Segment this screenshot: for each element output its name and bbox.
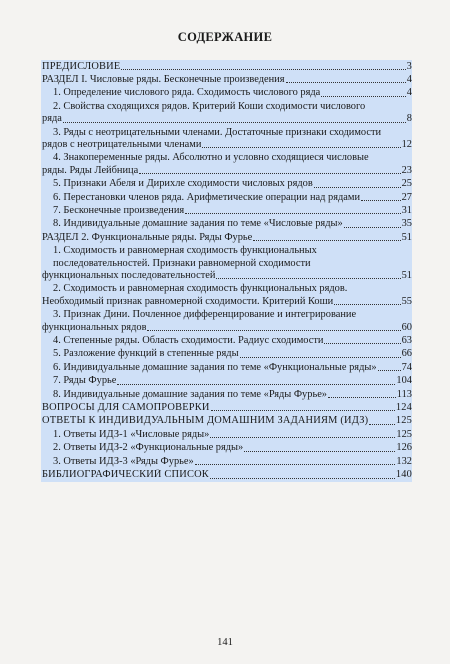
toc-entry[interactable] [41, 87, 412, 100]
toc-entry[interactable] [41, 152, 412, 178]
toc-entry[interactable] [41, 428, 412, 441]
dot-leader [210, 478, 395, 479]
dot-leader [202, 147, 400, 148]
toc-entry-page: 55 [401, 295, 412, 307]
toc-entry[interactable] [41, 218, 412, 231]
dot-leader [240, 357, 401, 358]
toc-entry-page: 126 [396, 442, 412, 454]
toc-entry-page: 125 [395, 415, 412, 427]
toc-entry[interactable] [41, 455, 412, 468]
dot-leader [361, 200, 401, 201]
table-of-contents [41, 60, 412, 482]
dot-leader [147, 330, 400, 331]
toc-entry-page: 25 [401, 178, 412, 190]
toc-entry-title: 1. Ответы ИДЗ-1 «Числовые ряды» [53, 428, 210, 440]
toc-entry[interactable] [41, 375, 412, 388]
toc-entry-page: 74 [401, 361, 412, 373]
dot-leader [121, 69, 405, 70]
toc-entry-page: 23 [401, 164, 412, 176]
toc-entry[interactable] [41, 283, 412, 309]
toc-entry-page: 66 [401, 348, 412, 360]
toc-entry-title-part: последовательностей. Признаки равномерной сходимости [53, 257, 311, 269]
toc-entry[interactable] [41, 469, 412, 482]
dot-leader [117, 384, 395, 385]
dot-leader [378, 370, 401, 371]
toc-entry-page: 35 [401, 218, 412, 230]
toc-entry-title: функциональных рядов [42, 321, 147, 333]
toc-entry-title-part: 1. Сходимость и равномерная сходимость функциональных [53, 245, 317, 257]
toc-entry-page: 63 [401, 335, 412, 347]
toc-entry-title: 4. Степенные ряды. Область сходимости. Радиус сходимости [53, 335, 324, 347]
toc-entry-page: 27 [401, 191, 412, 203]
toc-entry-title: 8. Индивидуальные домашние задания по теме «Числовые ряды» [53, 218, 343, 230]
toc-entry[interactable] [41, 361, 412, 374]
dot-leader [63, 122, 406, 123]
dot-leader [369, 424, 394, 425]
toc-entry-title: функциональных последовательностей [42, 270, 216, 281]
toc-entry-page: 124 [395, 402, 412, 414]
toc-entry-title-part: 3. Ряды с неотрицательными членами. Достаточные признаки сходимости [53, 126, 382, 138]
toc-entry[interactable] [41, 60, 412, 73]
page-number: 141 [217, 637, 233, 648]
toc-entry-title: 6. Перестановки членов ряда. Арифметические операции над рядами [53, 191, 361, 203]
toc-entry-title: 2. Ответы ИДЗ-2 «Функциональные ряды» [53, 442, 244, 454]
toc-entry[interactable] [41, 191, 412, 204]
dot-leader [321, 96, 406, 97]
dot-leader [334, 304, 400, 305]
toc-entry-title: РАЗДЕЛ I. Числовые ряды. Бесконечные произведения [42, 73, 285, 85]
dot-leader [195, 464, 396, 465]
toc-entry-page: 31 [401, 204, 412, 216]
toc-entry[interactable] [41, 231, 412, 244]
toc-entry[interactable] [41, 178, 412, 191]
dot-leader [185, 213, 400, 214]
toc-entry-page: 132 [396, 455, 412, 467]
toc-entry-title: 7. Бесконечные произведения [53, 204, 185, 216]
dot-leader [314, 187, 401, 188]
toc-entry-page: 104 [396, 375, 412, 387]
toc-entry-title: 5. Признаки Абеля и Дирихле сходимости числовых рядов [53, 178, 313, 190]
dot-leader [286, 82, 406, 83]
toc-entry-title: 5. Разложение функций в степенные ряды [53, 348, 239, 360]
toc-entry-page: 4 [406, 73, 412, 85]
dot-leader [211, 410, 395, 411]
toc-entry-title: 6. Индивидуальные домашние задания по теме «Функциональные ряды» [53, 361, 377, 373]
page-title: СОДЕРЖАНИЕ [177, 30, 273, 44]
toc-entry-page: 3 [406, 60, 412, 72]
toc-entry[interactable] [41, 126, 412, 152]
toc-entry[interactable] [41, 245, 412, 283]
dot-leader [344, 227, 401, 228]
toc-entry-page: 4 [406, 87, 412, 99]
toc-entry-title: 3. Ответы ИДЗ-3 «Ряды Фурье» [53, 455, 194, 467]
toc-entry[interactable] [41, 309, 412, 335]
toc-entry-title: ВОПРОСЫ ДЛЯ САМОПРОВЕРКИ [42, 402, 210, 414]
dot-leader [328, 397, 396, 398]
toc-entry-title: ряды. Ряды Лейбница [42, 164, 139, 176]
toc-entry-title: ряда [42, 113, 62, 125]
toc-entry-title-part: 4. Знакопеременные ряды. Абсолютно и условно сходящиеся числовые [53, 152, 369, 164]
dot-leader [253, 240, 400, 241]
toc-entry[interactable] [41, 348, 412, 361]
toc-entry-page: 8 [406, 113, 412, 125]
toc-entry-page: 60 [401, 321, 412, 333]
toc-entry-title: 8. Индивидуальные домашние задания по теме «Ряды Фурье» [53, 388, 327, 400]
toc-entry-title: БИБЛИОГРАФИЧЕСКИЙ СПИСОК [42, 469, 209, 481]
toc-entry[interactable] [41, 100, 412, 126]
toc-entry-title-part: 3. Признак Дини. Почленное дифференцирование и интегрирование [53, 309, 357, 321]
toc-entry-page: 51 [401, 270, 412, 281]
toc-entry[interactable] [41, 415, 412, 428]
toc-entry-title: РАЗДЕЛ 2. Функциональные ряды. Ряды Фурье [42, 231, 253, 243]
toc-entry[interactable] [41, 204, 412, 217]
toc-entry-title: 1. Определение числового ряда. Сходимость числового ряда [53, 87, 321, 99]
toc-entry-page: 12 [401, 138, 412, 150]
toc-entry[interactable] [41, 402, 412, 415]
toc-entry-title: ОТВЕТЫ К ИНДИВИДУАЛЬНЫМ ДОМАШНИМ ЗАДАНИЯМ (ИДЗ) [42, 415, 369, 427]
dot-leader [210, 437, 395, 438]
toc-entry-title: Необходимый признак равномерной сходимости. Критерий Коши [42, 295, 334, 307]
dot-leader [216, 278, 400, 279]
toc-entry-title: рядов с неотрицательными членами [42, 138, 202, 150]
toc-entry[interactable] [41, 335, 412, 348]
toc-entry-page: 51 [401, 231, 412, 243]
toc-entry-title-part: 2. Свойства сходящихся рядов. Критерий Коши сходимости числового [53, 100, 366, 112]
dot-leader [324, 343, 400, 344]
toc-entry-title: 7. Ряды Фурье [53, 375, 117, 387]
dot-leader [139, 173, 400, 174]
toc-entry-title: ПРЕДИСЛОВИЕ [42, 60, 121, 72]
toc-entry[interactable] [41, 442, 412, 455]
toc-entry-page: 113 [396, 388, 412, 400]
dot-leader [244, 451, 395, 452]
toc-entry[interactable] [41, 73, 412, 86]
toc-entry-page: 125 [396, 428, 412, 440]
toc-entry-title-part: 2. Сходимость и равномерная сходимость функциональных рядов. [53, 283, 348, 295]
toc-entry[interactable] [41, 388, 412, 401]
toc-entry-page: 140 [395, 469, 412, 481]
